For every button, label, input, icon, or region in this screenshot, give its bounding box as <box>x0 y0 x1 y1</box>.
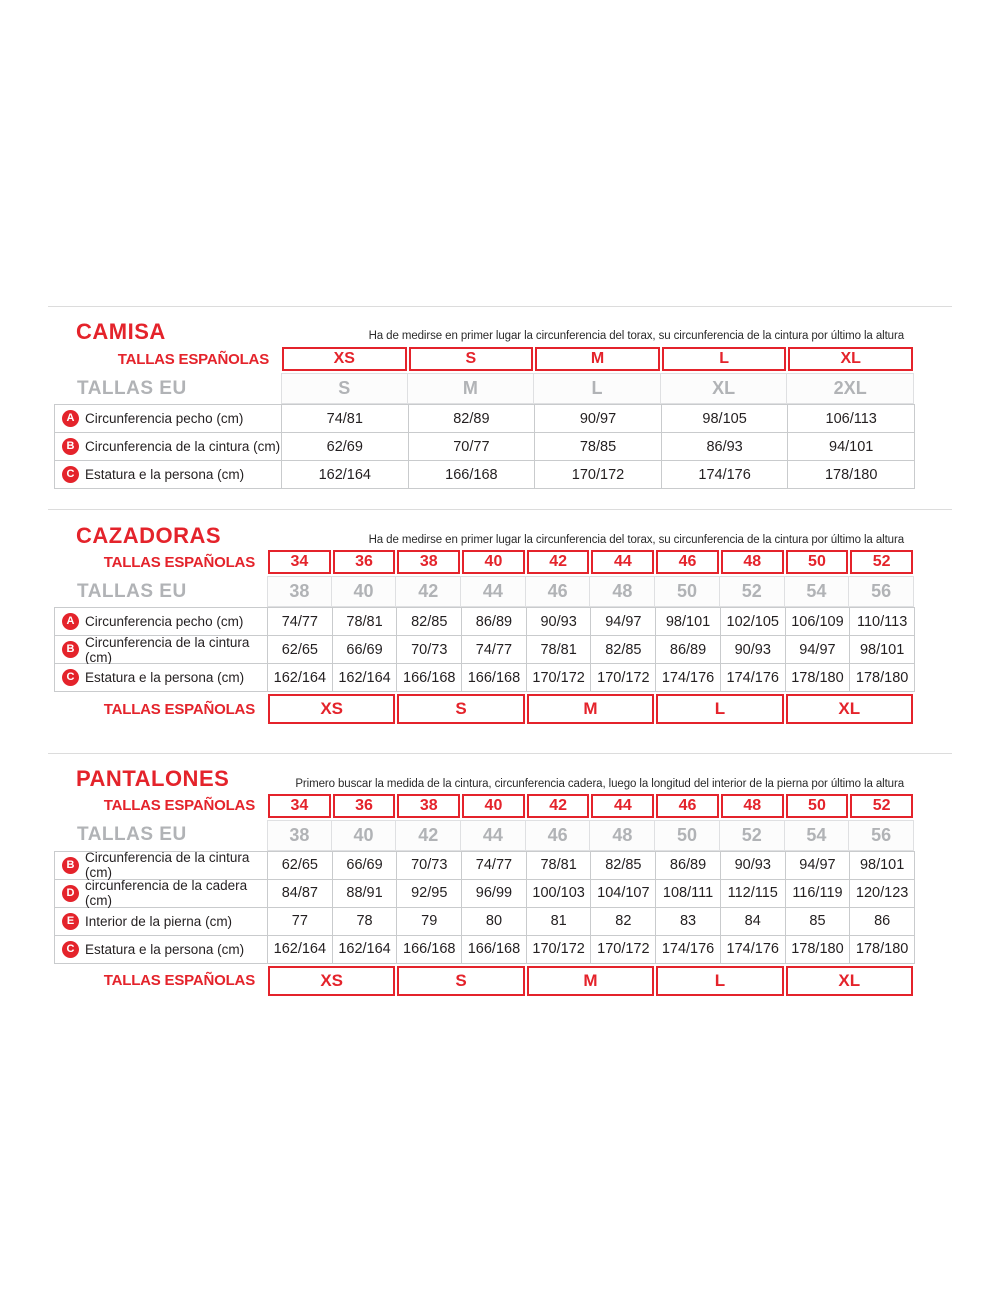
letter-badge: B <box>62 438 79 455</box>
measure-value-cell: 178/180 <box>786 936 851 964</box>
measure-value-cell: 174/176 <box>721 936 786 964</box>
measure-value-cell: 90/93 <box>527 608 592 636</box>
measure-row-label <box>55 608 268 636</box>
spanish-size-box: M <box>535 347 660 371</box>
spanish-sizes-label: TALLAS ESPAÑOLAS <box>103 972 255 990</box>
separator-line <box>48 306 952 307</box>
spanish-size-box: XL <box>788 347 913 371</box>
measure-value-cell: 94/97 <box>786 852 851 880</box>
separator-line <box>48 753 952 754</box>
measure-value-cell: 88/91 <box>333 880 398 908</box>
measure-value-cell: 86/89 <box>656 852 721 880</box>
measure-value-cell: 66/69 <box>333 852 398 880</box>
measure-value-cell: 112/115 <box>721 880 786 908</box>
spanish-size-box: 34 <box>268 794 331 818</box>
measure-row-label <box>55 936 268 964</box>
measure-value-cell: 120/123 <box>850 880 915 908</box>
measuring-instructions-note: Primero buscar la medida de la cintura, circunferencia cadera, luego la longitud del interior de la pierna por último la altura <box>295 777 904 790</box>
section-title: PANTALONES <box>76 766 230 792</box>
measure-value-cell: 178/180 <box>788 461 915 489</box>
measure-value-cell: 104/107 <box>591 880 656 908</box>
measure-row-label <box>55 908 268 936</box>
spanish-size-box: 48 <box>721 550 784 574</box>
measure-label-text: Circunferencia de la cintura (cm) <box>85 439 281 455</box>
section-header-row <box>54 767 914 791</box>
measure-value-cell: 174/176 <box>721 664 786 692</box>
measure-value-cell: 82/85 <box>397 608 462 636</box>
spanish-size-box: 46 <box>656 550 719 574</box>
measure-value-cell: 62/69 <box>282 433 409 461</box>
measure-value-cell: 83 <box>656 908 721 936</box>
footer-spanish-sizes-row <box>54 694 914 724</box>
measure-label-text: Interior de la pierna (cm) <box>85 913 233 929</box>
measure-value-cell: 92/95 <box>397 880 462 908</box>
measure-label-text: Circunferencia de la cintura (cm) <box>85 850 250 881</box>
measure-label-text: circunferencia de la cadera (cm) <box>85 878 248 909</box>
letter-badge: C <box>62 941 79 958</box>
spanish-sizes-label: TALLAS ESPAÑOLAS <box>103 700 255 718</box>
measure-value-cell: 86/89 <box>462 608 527 636</box>
measure-value-cell: 78 <box>333 908 398 936</box>
measure-value-cell: 162/164 <box>333 664 398 692</box>
spanish-size-box: S <box>409 347 534 371</box>
measure-value-cell: 81 <box>527 908 592 936</box>
measuring-instructions-note: Ha de medirse en primer lugar la circunferencia del torax, su circunferencia de la cintura por último la altura <box>368 534 904 547</box>
measure-row-label <box>55 852 268 880</box>
spanish-size-box: XS <box>282 347 407 371</box>
eu-size-cell: 46 <box>526 820 591 851</box>
eu-sizes-row <box>54 373 914 404</box>
measure-value-cell: 178/180 <box>850 664 915 692</box>
eu-size-cell: 48 <box>590 576 655 607</box>
measure-value-cell: 170/172 <box>535 461 662 489</box>
measure-value-cell: 166/168 <box>397 664 462 692</box>
eu-size-cell: 54 <box>785 820 850 851</box>
measure-value-cell: 106/113 <box>788 405 915 433</box>
eu-size-cell: 52 <box>720 820 785 851</box>
measure-row-label <box>55 664 268 692</box>
spanish-size-box: 34 <box>268 550 331 574</box>
eu-size-cell: 56 <box>849 576 914 607</box>
measure-value-cell: 78/81 <box>527 636 592 664</box>
spanish-size-box: 40 <box>462 794 525 818</box>
measure-value-cell: 110/113 <box>850 608 915 636</box>
separator-line <box>48 509 952 510</box>
measures-table <box>54 404 915 489</box>
spanish-size-box: 52 <box>850 550 913 574</box>
letter-badge: E <box>62 913 79 930</box>
letter-badge: B <box>62 857 79 874</box>
eu-sizes-label: TALLAS EU <box>77 580 187 602</box>
eu-size-cell: 42 <box>396 576 461 607</box>
spanish-sizes-label: TALLAS ESPAÑOLAS <box>117 350 269 368</box>
measure-value-cell: 62/65 <box>268 636 333 664</box>
measure-value-cell: 100/103 <box>527 880 592 908</box>
measure-value-cell: 166/168 <box>409 461 536 489</box>
spanish-size-box: 44 <box>591 794 654 818</box>
measures-table <box>54 851 915 964</box>
measures-table <box>54 607 915 692</box>
measure-value-cell: 86/89 <box>656 636 721 664</box>
measure-value-cell: 85 <box>786 908 851 936</box>
spanish-size-box: 44 <box>591 550 654 574</box>
footer-size-box: XL <box>786 694 913 724</box>
measure-value-cell: 170/172 <box>591 664 656 692</box>
measure-value-cell: 78/81 <box>333 608 398 636</box>
spanish-size-box: 42 <box>527 794 590 818</box>
eu-size-cell: 50 <box>655 820 720 851</box>
measure-value-cell: 70/73 <box>397 852 462 880</box>
eu-size-cell: 2XL <box>787 373 914 404</box>
measure-value-cell: 70/73 <box>397 636 462 664</box>
spanish-size-box: 42 <box>527 550 590 574</box>
eu-size-cell: L <box>534 373 661 404</box>
measure-value-cell: 66/69 <box>333 636 398 664</box>
measure-value-cell: 98/105 <box>662 405 789 433</box>
eu-size-cell: 44 <box>461 820 526 851</box>
eu-size-cell: 44 <box>461 576 526 607</box>
section-camisa <box>54 320 914 489</box>
measure-value-cell: 74/77 <box>462 852 527 880</box>
measure-label-text: Estatura e la persona (cm) <box>85 467 245 483</box>
measure-value-cell: 90/97 <box>535 405 662 433</box>
measure-value-cell: 162/164 <box>268 664 333 692</box>
measure-value-cell: 98/101 <box>850 852 915 880</box>
measure-value-cell: 82 <box>591 908 656 936</box>
measure-value-cell: 94/101 <box>788 433 915 461</box>
eu-sizes-row <box>54 820 914 851</box>
eu-size-cell: M <box>408 373 535 404</box>
letter-badge: D <box>62 885 79 902</box>
footer-size-box: L <box>656 966 783 996</box>
measure-value-cell: 82/85 <box>591 636 656 664</box>
eu-size-cell: 42 <box>396 820 461 851</box>
size-chart-content <box>48 306 952 996</box>
measure-value-cell: 170/172 <box>591 936 656 964</box>
section-pantalones <box>54 767 914 995</box>
measure-value-cell: 178/180 <box>850 936 915 964</box>
eu-sizes-row <box>54 576 914 607</box>
measure-value-cell: 174/176 <box>656 664 721 692</box>
measure-value-cell: 84 <box>721 908 786 936</box>
letter-badge: A <box>62 613 79 630</box>
footer-size-box: XS <box>268 694 395 724</box>
section-title: CAZADORAS <box>76 523 222 549</box>
measure-value-cell: 94/97 <box>786 636 851 664</box>
measure-value-cell: 162/164 <box>282 461 409 489</box>
spanish-size-box: 50 <box>786 794 849 818</box>
measure-value-cell: 77 <box>268 908 333 936</box>
measure-value-cell: 162/164 <box>268 936 333 964</box>
measure-value-cell: 90/93 <box>721 852 786 880</box>
measure-value-cell: 102/105 <box>721 608 786 636</box>
footer-size-box: XS <box>268 966 395 996</box>
spanish-sizes-row <box>54 794 914 818</box>
measure-value-cell: 82/89 <box>409 405 536 433</box>
eu-size-cell: 46 <box>526 576 591 607</box>
measure-value-cell: 108/111 <box>656 880 721 908</box>
footer-size-box: M <box>527 694 654 724</box>
measure-value-cell: 106/109 <box>786 608 851 636</box>
spanish-sizes-label: TALLAS ESPAÑOLAS <box>103 553 255 571</box>
eu-sizes-label: TALLAS EU <box>77 377 187 399</box>
eu-size-cell: 40 <box>332 820 397 851</box>
measuring-instructions-note: Ha de medirse en primer lugar la circunferencia del torax, su circunferencia de la cintura por último la altura <box>368 330 904 343</box>
measure-label-text: Estatura e la persona (cm) <box>85 670 245 686</box>
eu-size-cell: 38 <box>267 820 332 851</box>
eu-size-cell: S <box>281 373 408 404</box>
measure-value-cell: 78/81 <box>527 852 592 880</box>
measure-value-cell: 162/164 <box>333 936 398 964</box>
measure-value-cell: 80 <box>462 908 527 936</box>
measure-value-cell: 166/168 <box>462 936 527 964</box>
spanish-size-box: 48 <box>721 794 784 818</box>
spanish-size-box: 38 <box>397 794 460 818</box>
measure-value-cell: 86/93 <box>662 433 789 461</box>
section-header-row <box>54 320 914 344</box>
measure-value-cell: 79 <box>397 908 462 936</box>
measure-value-cell: 170/172 <box>527 936 592 964</box>
measure-value-cell: 84/87 <box>268 880 333 908</box>
measure-value-cell: 74/77 <box>462 636 527 664</box>
footer-size-box: S <box>397 966 524 996</box>
letter-badge: C <box>62 466 79 483</box>
spanish-size-box: 50 <box>786 550 849 574</box>
measure-row-label <box>55 433 282 461</box>
measure-row-label <box>55 880 268 908</box>
measure-value-cell: 166/168 <box>397 936 462 964</box>
measure-value-cell: 96/99 <box>462 880 527 908</box>
footer-size-box: S <box>397 694 524 724</box>
spanish-size-box: 36 <box>333 794 396 818</box>
measure-value-cell: 74/81 <box>282 405 409 433</box>
measure-value-cell: 94/97 <box>591 608 656 636</box>
measure-value-cell: 178/180 <box>786 664 851 692</box>
eu-size-cell: 54 <box>785 576 850 607</box>
section-title: CAMISA <box>76 319 166 344</box>
letter-badge: A <box>62 410 79 427</box>
measure-value-cell: 86 <box>850 908 915 936</box>
spanish-size-box: 38 <box>397 550 460 574</box>
eu-sizes-label: TALLAS EU <box>77 824 187 846</box>
spanish-sizes-label: TALLAS ESPAÑOLAS <box>103 797 255 815</box>
measure-value-cell: 174/176 <box>662 461 789 489</box>
spanish-size-box: 46 <box>656 794 719 818</box>
measure-value-cell: 70/77 <box>409 433 536 461</box>
eu-size-cell: 56 <box>849 820 914 851</box>
footer-size-box: M <box>527 966 654 996</box>
section-header-row <box>54 524 914 548</box>
letter-badge: C <box>62 669 79 686</box>
measure-value-cell: 166/168 <box>462 664 527 692</box>
measure-label-text: Circunferencia pecho (cm) <box>85 411 244 427</box>
eu-size-cell: 48 <box>590 820 655 851</box>
eu-size-cell: 50 <box>655 576 720 607</box>
spanish-size-box: 52 <box>850 794 913 818</box>
measure-value-cell: 98/101 <box>850 636 915 664</box>
measure-value-cell: 98/101 <box>656 608 721 636</box>
spanish-size-box: 36 <box>333 550 396 574</box>
section-cazadoras <box>54 524 914 724</box>
measure-value-cell: 82/85 <box>591 852 656 880</box>
measure-row-label <box>55 405 282 433</box>
measure-label-text: Circunferencia pecho (cm) <box>85 614 244 630</box>
measure-value-cell: 116/119 <box>786 880 851 908</box>
measure-value-cell: 74/77 <box>268 608 333 636</box>
measure-value-cell: 62/65 <box>268 852 333 880</box>
spanish-sizes-row <box>54 347 914 371</box>
letter-badge: B <box>62 641 79 658</box>
spanish-size-box: 40 <box>462 550 525 574</box>
measure-value-cell: 174/176 <box>656 936 721 964</box>
measure-value-cell: 90/93 <box>721 636 786 664</box>
measure-label-text: Circunferencia de la cintura (cm) <box>85 634 250 665</box>
eu-size-cell: XL <box>661 373 788 404</box>
measure-value-cell: 78/85 <box>535 433 662 461</box>
eu-size-cell: 38 <box>267 576 332 607</box>
measure-row-label <box>55 636 268 664</box>
footer-size-box: XL <box>786 966 913 996</box>
eu-size-cell: 52 <box>720 576 785 607</box>
eu-size-cell: 40 <box>332 576 397 607</box>
spanish-size-box: L <box>662 347 787 371</box>
measure-row-label <box>55 461 282 489</box>
footer-size-box: L <box>656 694 783 724</box>
footer-spanish-sizes-row <box>54 966 914 996</box>
measure-value-cell: 170/172 <box>527 664 592 692</box>
measure-label-text: Estatura e la persona (cm) <box>85 941 245 957</box>
spanish-sizes-row <box>54 550 914 574</box>
